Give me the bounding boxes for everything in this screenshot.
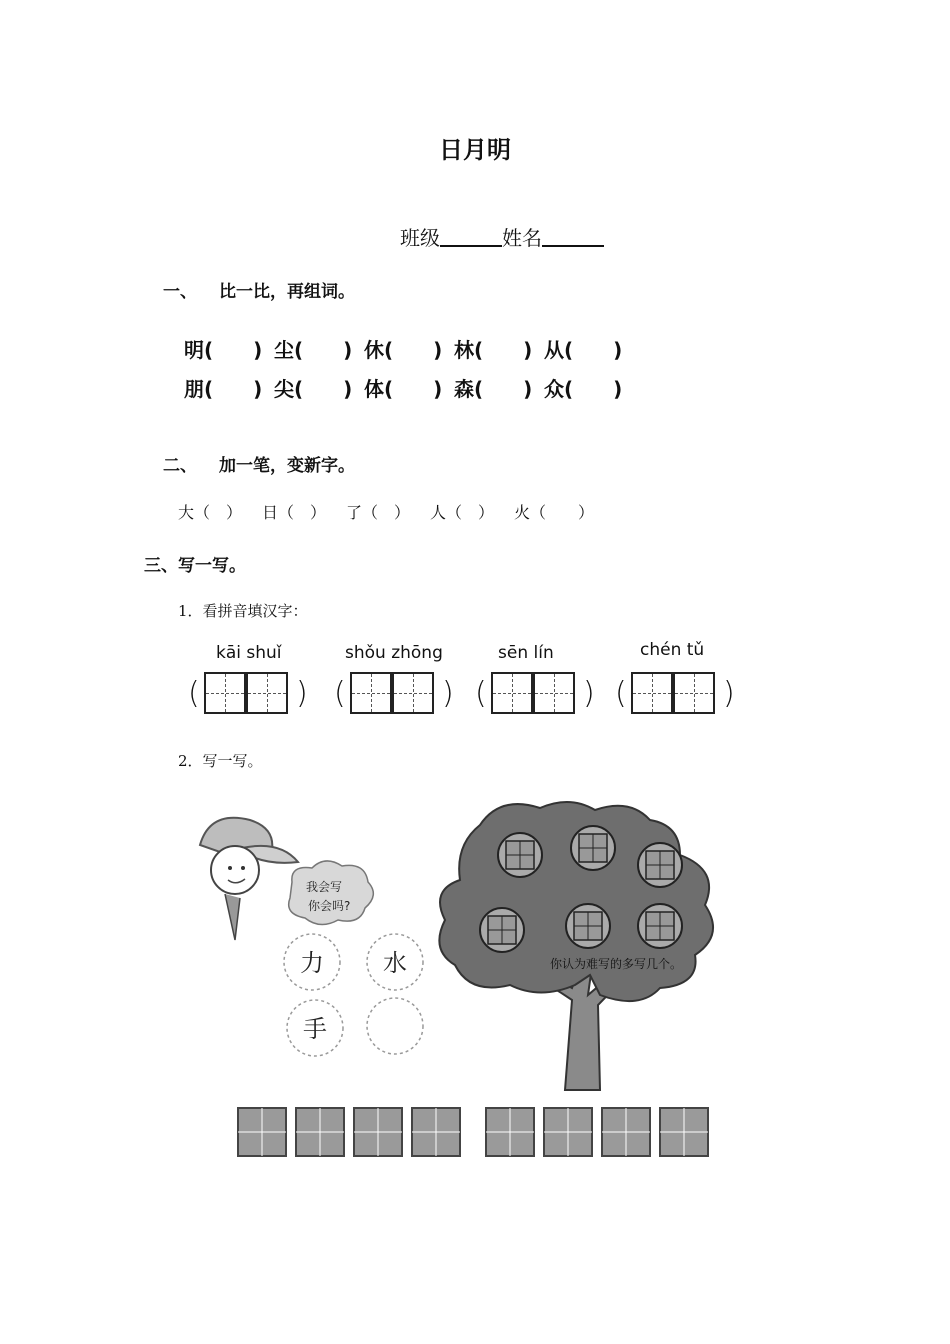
section-2-number: 二、 [163,456,197,476]
speech-line-1: 我会写 [306,880,343,894]
add-stroke-item[interactable]: 了（ ） [346,503,411,522]
tianzi-grid[interactable] [491,672,533,714]
add-stroke-item[interactable]: 大（ ） [178,503,243,522]
flower-icon [287,1000,343,1056]
subtask-2-label: 2．写一写。 [178,752,263,770]
section-3-heading: 三、写一写。 [144,556,246,576]
compare-item[interactable]: 众( ) [544,377,623,401]
flower-icon [367,934,423,990]
apple-grid[interactable] [498,833,542,877]
section-2-heading [163,451,355,476]
compare-item[interactable]: 从( ) [544,338,623,362]
tianzi-grid[interactable] [246,672,288,714]
compare-item[interactable]: 明( ) [184,338,263,362]
subtask-1-label: 1．看拼音填汉字： [178,602,308,620]
word-box-3[interactable]: ( ) [475,666,600,718]
section-2-text: 加一笔，变新字。 [219,456,355,476]
section-1-heading [163,277,355,302]
pinyin-3: sēn lín [498,643,554,663]
writing-illustration [180,790,740,1170]
tianzi-grid[interactable] [533,672,575,714]
compare-item[interactable]: 森( ) [454,377,533,401]
add-stroke-item[interactable]: 日（ ） [262,503,327,522]
word-box-2[interactable]: ( ) [334,666,459,718]
add-stroke-item[interactable]: 火（ ） [514,503,595,522]
tianzi-grid[interactable] [350,672,392,714]
section-1-text: 比一比，再组词。 [219,282,355,302]
tianzi-grid[interactable] [392,672,434,714]
flower-char: 水 [383,949,407,977]
add-stroke-row [178,500,598,523]
apple-grid[interactable] [566,904,610,948]
apple-grid[interactable] [638,843,682,887]
practice-tiles[interactable] [238,1108,708,1156]
compare-item[interactable]: 休( ) [364,338,443,362]
compare-item[interactable]: 朋( ) [184,377,263,401]
compare-item[interactable]: 尖( ) [274,377,353,401]
page-title: 日月明 [439,136,511,164]
compare-item[interactable]: 林( ) [454,338,533,362]
compare-item[interactable]: 尘( ) [274,338,353,362]
tianzi-grid[interactable] [204,672,246,714]
apple-grid[interactable] [480,908,524,952]
flower-icon [284,934,340,990]
speech-cloud [289,861,374,925]
word-box-1[interactable]: ( ) [188,666,313,718]
apple-grid[interactable] [638,904,682,948]
class-label: 班级 [400,226,440,250]
compare-row-2 [184,373,634,402]
tree-caption: 你认为难写的多写几个。 [550,957,683,971]
flower-char: 力 [300,949,324,977]
word-box-4[interactable]: ( ) [615,666,740,718]
boy-icon [200,818,298,940]
class-blank[interactable] [440,227,502,247]
pinyin-2: shǒu zhōng [345,643,443,663]
pinyin-1: kāi shuǐ [216,643,282,663]
tianzi-grid[interactable] [673,672,715,714]
add-stroke-item[interactable]: 人（ ） [430,503,495,522]
pinyin-4: chén tǔ [640,640,705,660]
flower-icon[interactable] [367,998,423,1054]
compare-row-1 [184,334,634,363]
section-1-number: 一、 [163,282,197,302]
class-name-line [400,222,604,251]
apple-grid[interactable] [571,826,615,870]
speech-line-2: 你会吗? [308,899,351,913]
name-label: 姓名 [502,226,542,250]
tianzi-grid[interactable] [631,672,673,714]
flower-char: 手 [303,1015,327,1043]
name-blank[interactable] [542,227,604,247]
compare-item[interactable]: 体( ) [364,377,443,401]
